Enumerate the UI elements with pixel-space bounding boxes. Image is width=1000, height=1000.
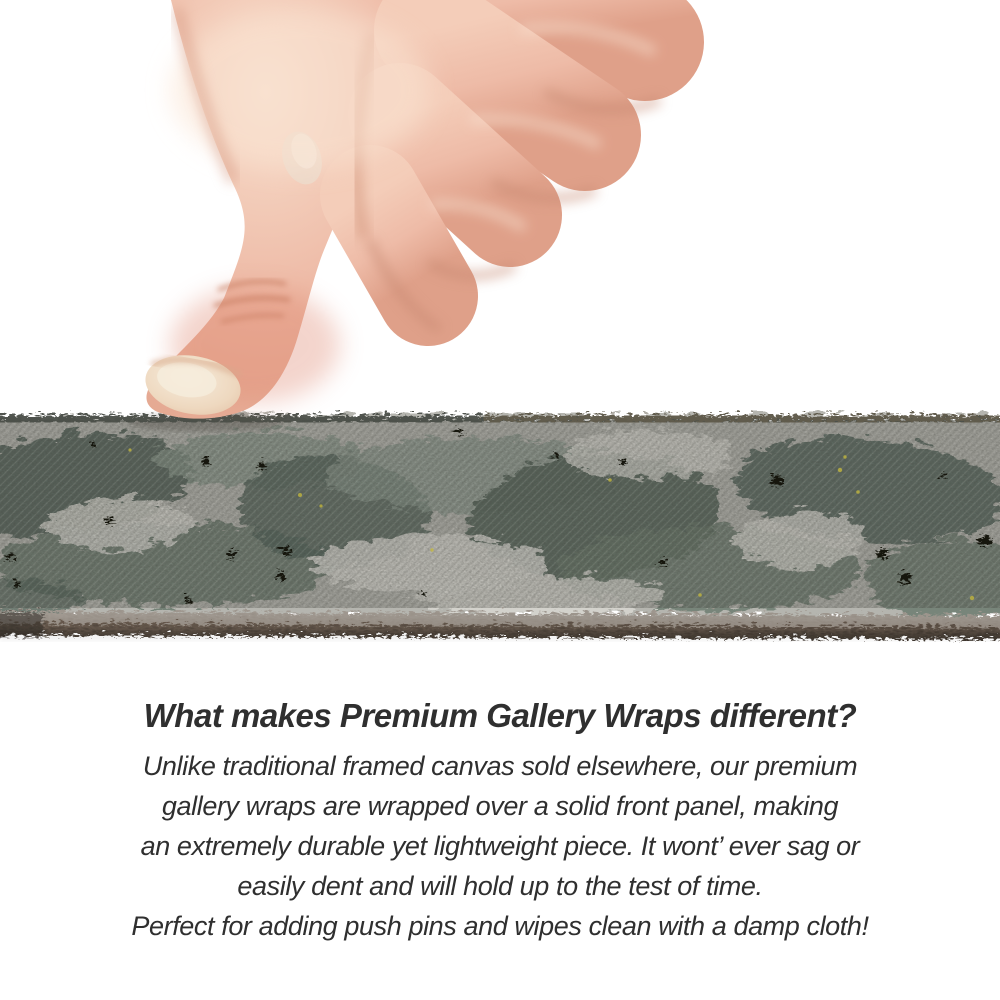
hand-photo	[0, 0, 1000, 434]
info-body-line-3: an extremely durable yet lightweight piece. It wont’ ever sag or	[140, 831, 860, 861]
info-body-line-4: easily dent and will hold up to the test of time.	[237, 871, 763, 901]
info-body-line-2: gallery wraps are wrapped over a solid front panel, making	[161, 791, 839, 821]
hand-highlight	[170, 10, 430, 170]
finger-index	[370, 195, 428, 296]
info-section	[0, 694, 1000, 946]
curled-fingers	[370, 0, 645, 296]
canvas-edge-strip-photo	[0, 410, 1000, 650]
info-heading: What makes Premium Gallery Wraps different?	[143, 697, 857, 734]
canvas-bottom-edge	[0, 608, 1000, 636]
canvas-drop-shadow	[0, 632, 1000, 641]
info-body-line-1: Unlike traditional framed canvas sold elsewhere, our premium	[142, 751, 858, 781]
info-body-line-5: Perfect for adding push pins and wipes clean with a damp cloth!	[131, 911, 869, 941]
canvas-grain	[0, 420, 1000, 608]
